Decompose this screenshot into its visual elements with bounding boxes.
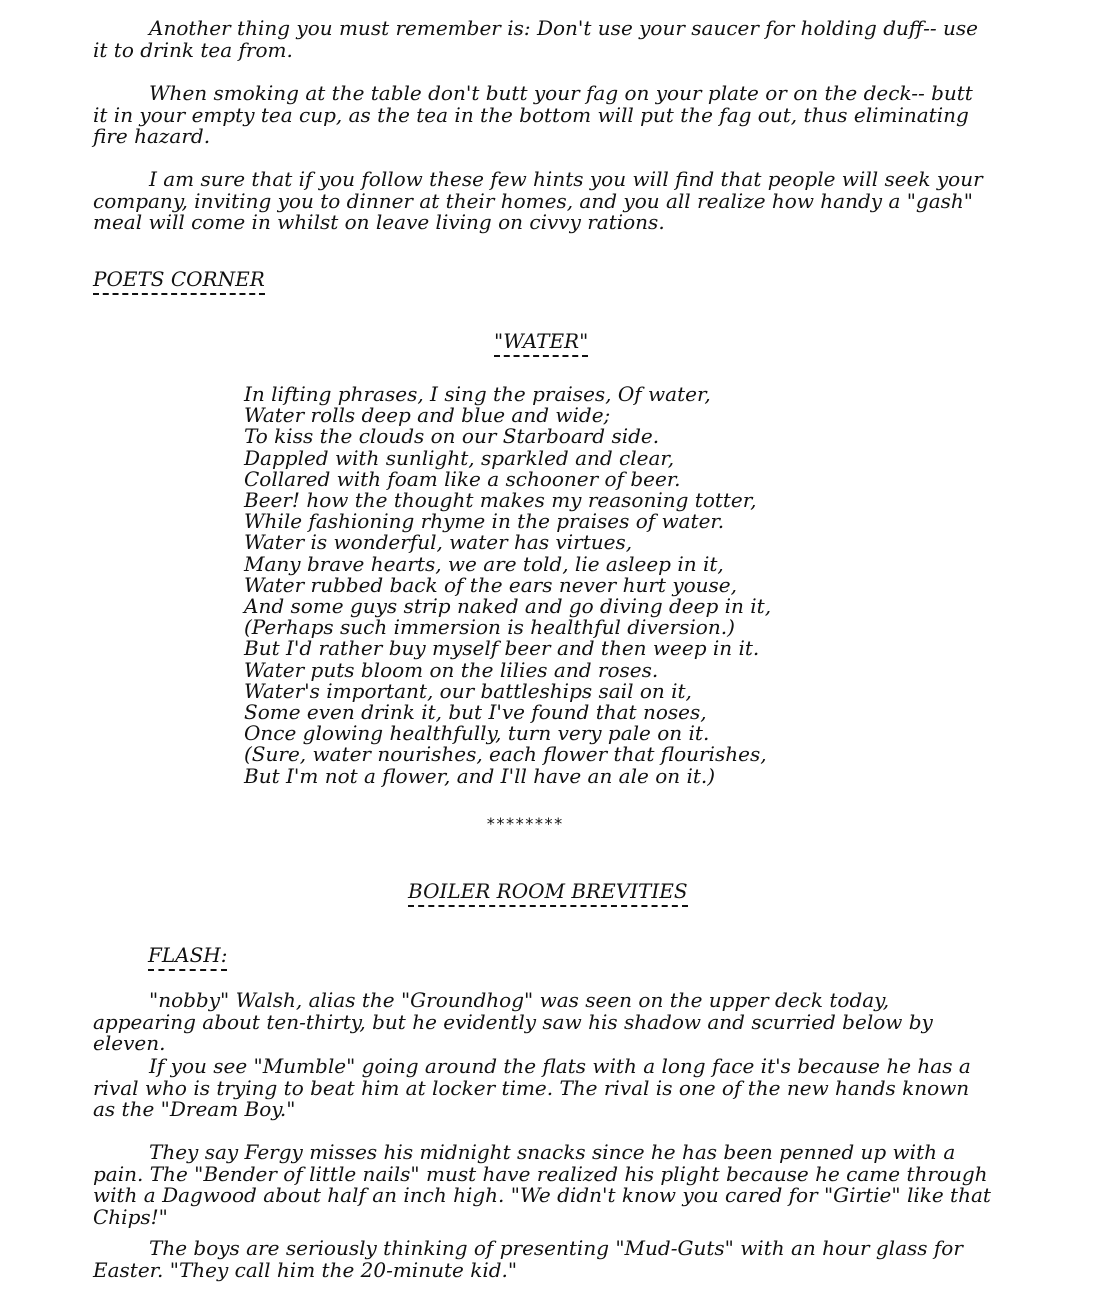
poem-line: Water is wonderful, water has virtues, — [244, 530, 633, 555]
poem-line: While fashioning rhyme in the praises of water. — [244, 509, 725, 534]
intro-paragraph-smoking: When smoking at the table don't butt your fag on your plate or on the deck-- butt it in your empty tea cup, as the tea in the bottom will put the fag out, thus eliminating fire hazard. — [93, 81, 973, 148]
poem-body — [244, 384, 771, 787]
poem-line: Many brave hearts, we are told, lie asleep in it, — [244, 551, 724, 576]
poem-line: Water's important, our battleships sail on it, — [244, 678, 692, 703]
poem-line: Water rubbed back of the ears never hurt youse, — [244, 572, 737, 597]
brevity-paragraph-fergy: They say Fergy misses his midnight snacks since he has been penned up with a pain. The "Bender of little nails" must have realized his plight because he came through with a Dagwood about half an inch high. "We didn't know you cared for "Girtie" like that Chips!" — [93, 1140, 991, 1229]
poem-line: But I'm not a flower, and I'll have an ale on it.) — [244, 763, 716, 788]
poem-line: Water puts bloom on the lilies and roses. — [244, 657, 659, 682]
poem-line: Dappled with sunlight, sparkled and clear, — [244, 445, 675, 470]
intro-paragraph-hints: I am sure that if you follow these few hints you will find that people will seek your company, inviting you to dinner at their homes, and you all realize how handy a "gash" meal will come in whilst on leave living on civvy rations. — [93, 167, 983, 234]
poem-line: But I'd rather buy myself beer and then weep in it. — [244, 636, 760, 661]
poem-line: (Sure, water nourishes, each flower that flourishes, — [244, 742, 767, 767]
poem-line: (Perhaps such immersion is healthful diversion.) — [244, 615, 735, 640]
brevity-paragraph-walsh: "nobby" Walsh, alias the "Groundhog" was seen on the upper deck today, appearing about ten-thirty, but he evidently saw his shadow and scurried below by eleven. — [93, 988, 933, 1055]
intro-paragraph-saucer: Another thing you must remember is: Don't use your saucer for holding duff-- use it to drink tea from. — [93, 16, 978, 62]
poem-title: "WATER" — [494, 330, 588, 357]
poem-line: Beer! how the thought makes my reasoning totter, — [244, 488, 757, 513]
flash-label: FLASH: — [148, 944, 227, 971]
poem-line: Some even drink it, but I've found that noses, — [244, 700, 707, 725]
poem-line: Collared with foam like a schooner of beer. — [244, 466, 681, 491]
poets-corner-heading: POETS CORNER — [93, 268, 265, 295]
section-separator: ******** — [486, 814, 564, 833]
boiler-room-heading: BOILER ROOM BREVITIES — [408, 880, 688, 907]
poem-line: Water rolls deep and blue and wide; — [244, 403, 611, 428]
poem-line: To kiss the clouds on our Starboard side. — [244, 424, 660, 449]
brevity-paragraph-mud-guts: The boys are seriously thinking of presenting "Mud-Guts" with an hour glass for Easter. "They call him the 20-minute kid." — [93, 1236, 963, 1282]
poem-line: Once glowing healthfully, turn very pale on it. — [244, 721, 710, 746]
brevity-paragraph-mumble: If you see "Mumble" going around the flats with a long face it's because he has a rival who is trying to beat him at locker time. The rival is one of the new hands known as the "Dream Boy." — [93, 1054, 971, 1121]
poem-line: And some guys strip naked and go diving deep in it, — [244, 594, 772, 619]
poem-line: In lifting phrases, I sing the praises, Of water, — [244, 382, 711, 406]
